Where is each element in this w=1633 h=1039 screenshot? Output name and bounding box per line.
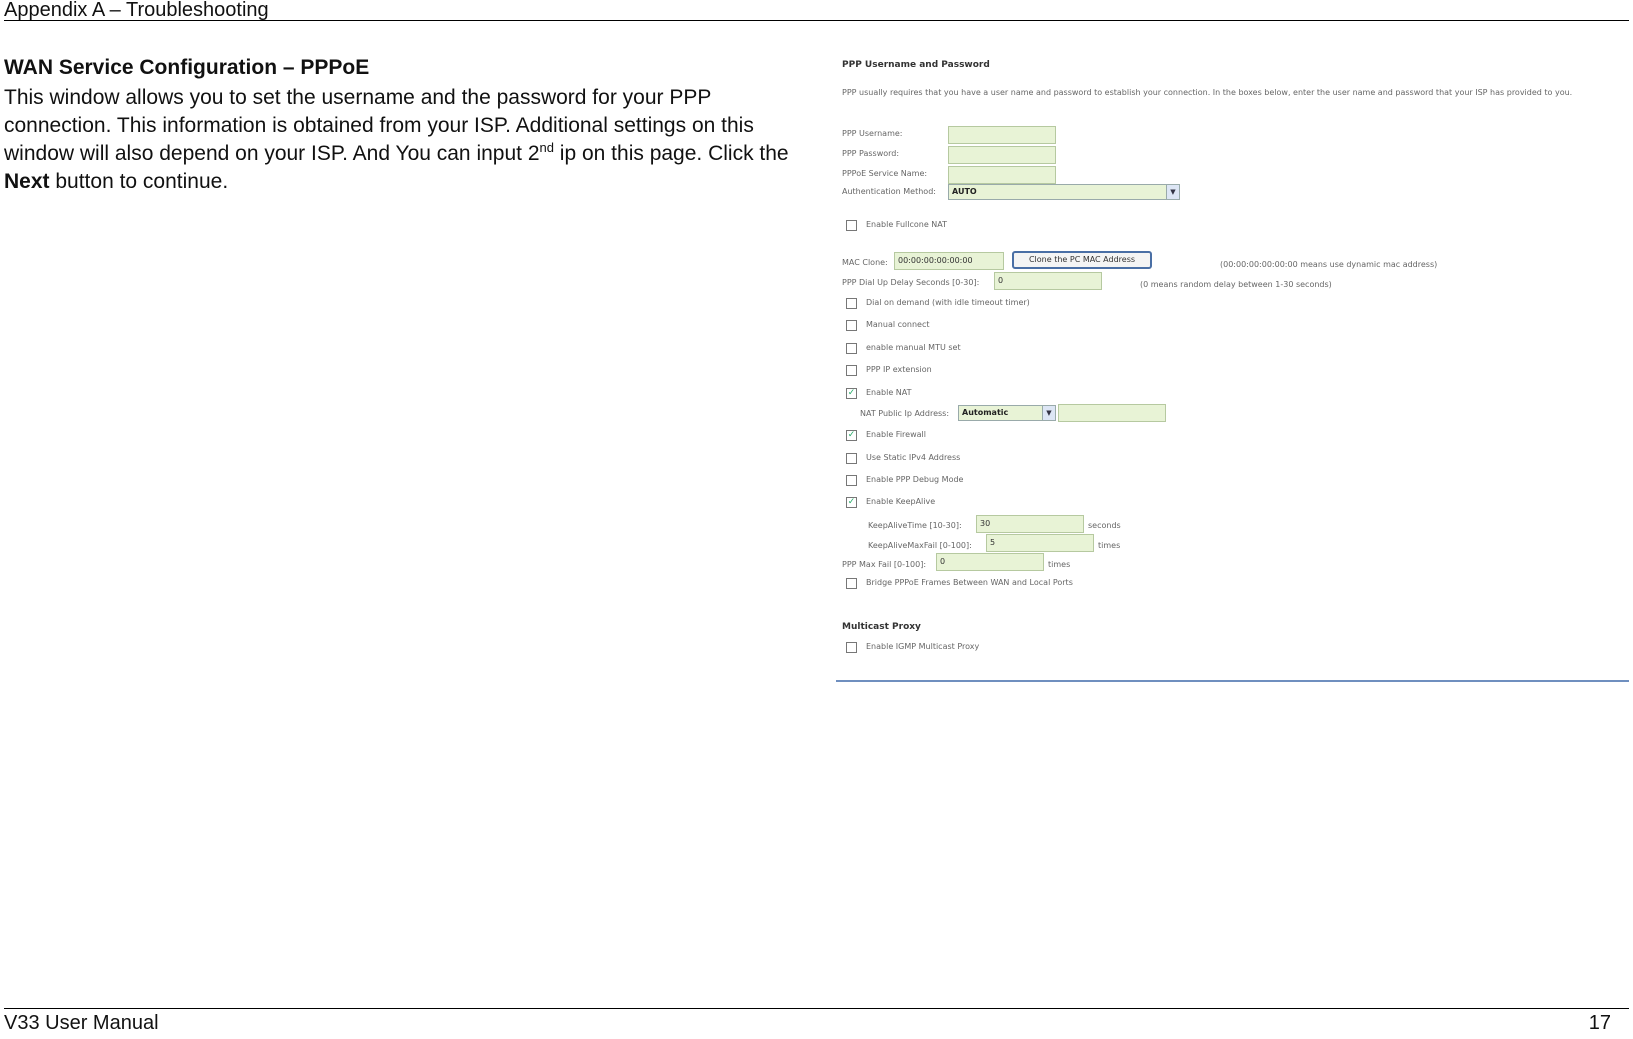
max-fail-input[interactable]: 0 xyxy=(936,553,1044,571)
ip-extension-label: PPP IP extension xyxy=(866,365,932,374)
section-title: WAN Service Configuration – PPPoE xyxy=(4,56,370,79)
keepalive-time-input[interactable]: 30 xyxy=(976,515,1084,533)
fullcone-nat-label: Enable Fullcone NAT xyxy=(866,220,948,229)
username-label: PPP Username: xyxy=(842,129,903,138)
page-header xyxy=(4,0,1629,21)
auth-method-label: Authentication Method: xyxy=(842,187,936,196)
keepalive-label: Enable KeepAlive xyxy=(866,497,936,506)
dial-delay-input[interactable]: 0 xyxy=(994,272,1102,290)
chevron-down-icon: ▼ xyxy=(1042,406,1055,420)
nat-public-ip-input[interactable] xyxy=(1058,404,1166,422)
mac-clone-input[interactable]: 00:00:00:00:00:00 xyxy=(894,252,1004,270)
password-label: PPP Password: xyxy=(842,149,900,158)
dial-on-demand-checkbox[interactable] xyxy=(846,298,857,309)
body-bold-next: Next xyxy=(4,170,50,193)
header-text: Appendix A – Troubleshooting xyxy=(4,0,269,21)
section-body xyxy=(4,84,804,196)
keepalive-maxfail-label: KeepAliveMaxFail [0-100]: xyxy=(868,541,972,550)
ppp-section-title: PPP Username and Password xyxy=(842,60,990,70)
nat-public-ip-select[interactable] xyxy=(958,405,1056,421)
service-name-input[interactable] xyxy=(948,166,1056,184)
dial-delay-label: PPP Dial Up Delay Seconds [0-30]: xyxy=(842,278,980,287)
dial-on-demand-label: Dial on demand (with idle timeout timer) xyxy=(866,298,1030,307)
page-footer xyxy=(4,1008,1629,1037)
auth-method-select[interactable] xyxy=(948,184,1180,200)
bridge-pppoe-label: Bridge PPPoE Frames Between WAN and Local Ports xyxy=(866,578,1073,587)
enable-firewall-label: Enable Firewall xyxy=(866,430,926,439)
keepalive-checkbox[interactable]: ✓ xyxy=(847,497,856,507)
multicast-section-title: Multicast Proxy xyxy=(842,622,921,632)
service-name-label: PPPoE Service Name: xyxy=(842,169,928,178)
enable-firewall-checkbox[interactable]: ✓ xyxy=(847,430,856,440)
static-ipv4-label: Use Static IPv4 Address xyxy=(866,453,961,462)
max-fail-unit: times xyxy=(1048,560,1071,569)
debug-mode-checkbox[interactable] xyxy=(846,475,857,486)
page-number: 17 xyxy=(1588,1012,1611,1034)
enable-nat-checkbox[interactable]: ✓ xyxy=(847,388,856,398)
nat-public-ip-value: Automatic xyxy=(962,408,1009,417)
manual-connect-label: Manual connect xyxy=(866,320,930,329)
chevron-down-icon: ▼ xyxy=(1166,185,1179,199)
bridge-pppoe-checkbox[interactable] xyxy=(846,578,857,589)
igmp-proxy-checkbox[interactable] xyxy=(846,642,857,653)
footer-manual-name: V33 User Manual xyxy=(4,1012,159,1034)
clone-mac-button[interactable]: Clone the PC MAC Address xyxy=(1012,251,1152,269)
ppp-description: PPP usually requires that you have a user name and password to establish your connection. In the boxes below, enter the user name and password that your ISP has provided to you. xyxy=(842,88,1573,97)
password-input[interactable] xyxy=(948,146,1056,164)
max-fail-label: PPP Max Fail [0-100]: xyxy=(842,560,927,569)
nat-public-ip-label: NAT Public Ip Address: xyxy=(860,409,950,418)
username-input[interactable] xyxy=(948,126,1056,144)
manual-connect-checkbox[interactable] xyxy=(846,320,857,331)
body-text-1: This window allows you to set the username and the password for your PPP connection. This information is obtained from your ISP. Additional settings on this window will also depend on your ISP. And You can input 2 xyxy=(4,86,754,165)
static-ipv4-checkbox[interactable] xyxy=(846,453,857,464)
debug-mode-label: Enable PPP Debug Mode xyxy=(866,475,964,484)
keepalive-maxfail-input[interactable]: 5 xyxy=(986,534,1094,552)
ppp-settings-screenshot xyxy=(836,56,1629,682)
manual-mtu-label: enable manual MTU set xyxy=(866,343,961,352)
auth-method-value: AUTO xyxy=(952,187,977,196)
body-text-2: ip on this page. Click the xyxy=(553,142,789,165)
keepalive-time-label: KeepAliveTime [10-30]: xyxy=(868,521,962,530)
igmp-proxy-label: Enable IGMP Multicast Proxy xyxy=(866,642,980,651)
keepalive-time-unit: seconds xyxy=(1088,521,1121,530)
manual-mtu-checkbox[interactable] xyxy=(846,343,857,354)
body-text-3: button to continue. xyxy=(49,170,229,193)
enable-nat-label: Enable NAT xyxy=(866,388,912,397)
dial-delay-note: (0 means random delay between 1-30 seconds) xyxy=(1140,280,1332,289)
body-superscript: nd xyxy=(539,140,554,155)
keepalive-maxfail-unit: times xyxy=(1098,541,1121,550)
mac-clone-note: (00:00:00:00:00:00 means use dynamic mac address) xyxy=(1220,260,1438,269)
mac-clone-label: MAC Clone: xyxy=(842,258,888,267)
fullcone-nat-checkbox[interactable] xyxy=(846,220,857,231)
ip-extension-checkbox[interactable] xyxy=(846,365,857,376)
